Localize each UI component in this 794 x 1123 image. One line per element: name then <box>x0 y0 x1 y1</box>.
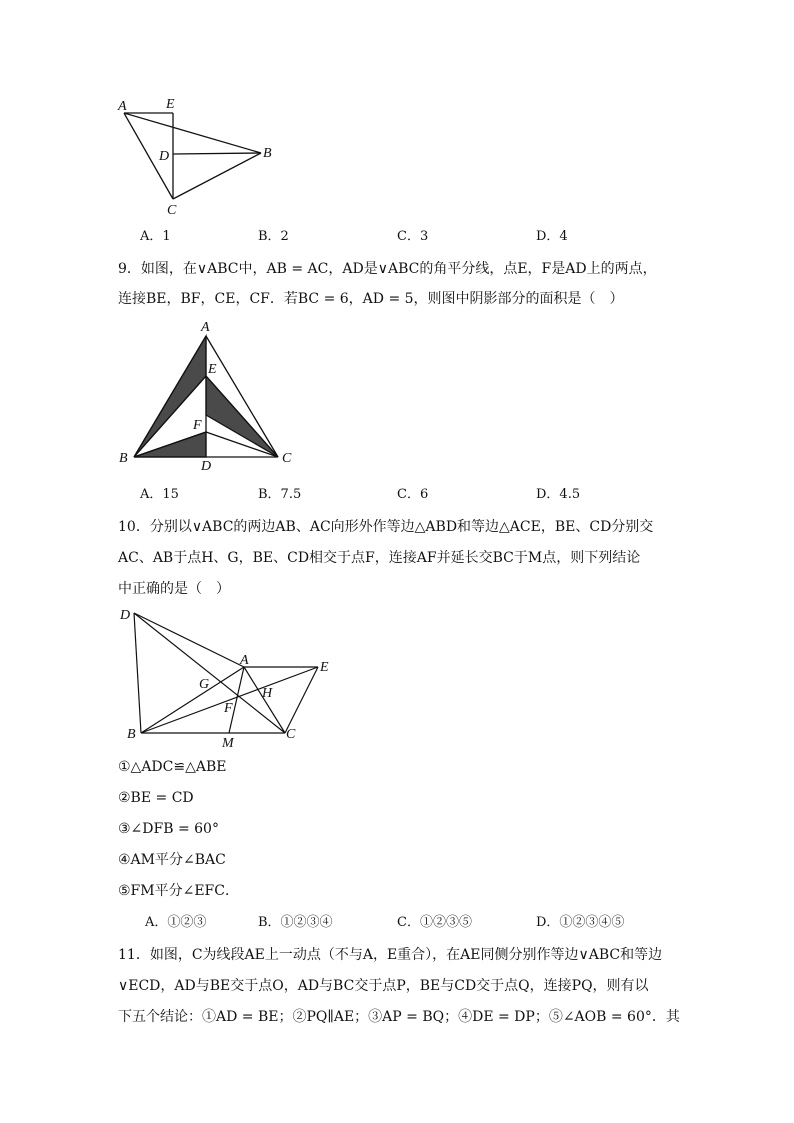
q8-option-d: D．4 <box>536 229 568 244</box>
q10-figure <box>112 600 342 752</box>
q10-statement-3: ③∠DFB = 60° <box>118 821 219 837</box>
q9-label-A: A <box>201 320 210 335</box>
q8-label-D: D <box>159 149 170 164</box>
q10-label-F: F <box>224 701 233 716</box>
q10-text-line1: 10．分别以∨ABC的两边AB、AC向形外作等边△ABD和等边△ACE，BE、CD分别交 <box>118 519 654 535</box>
q9-label-C: C <box>282 451 292 466</box>
q9-option-a: A．15 <box>140 487 179 502</box>
q10-text-line2: AC、AB于点H、G，BE、CD相交于点F，连接AF并延长交BC于M点，则下列结论 <box>118 550 641 566</box>
q9-option-b: B．7.5 <box>258 487 302 502</box>
q9-label-E: E <box>208 362 217 377</box>
q9-text-line2: 连接BE，BF，CE，CF．若BC = 6，AD = 5，则图中阴影部分的面积是（ ） <box>118 291 624 307</box>
q10-text-line3: 中正确的是（ ） <box>118 581 230 597</box>
q10-option-a: A．①②③ <box>145 915 207 930</box>
q10-statement-4: ④AM平分∠BAC <box>118 852 226 868</box>
q10-label-C: C <box>286 727 296 742</box>
q10-label-M: M <box>222 736 234 751</box>
q10-statement-2: ②BE = CD <box>118 790 194 806</box>
q10-label-B: B <box>127 727 136 742</box>
q8-label-A: A <box>118 99 127 114</box>
q8-option-a: A．1 <box>140 229 171 244</box>
q9-label-B: B <box>119 451 128 466</box>
q9-label-D: D <box>201 459 212 474</box>
q10-label-E: E <box>320 660 329 675</box>
q11-text-line2: ∨ECD，AD与BE交于点O，AD与BC交于点P，BE与CD交于点Q，连接PQ，则有以 <box>118 978 649 994</box>
q9-text-line1: 9．如图，在∨ABC中，AB = AC，AD是∨ABC的角平分线，点E，F是AD上的两点， <box>118 261 657 277</box>
q10-option-c: C．①②③⑤ <box>397 915 472 930</box>
q10-label-A: A <box>240 653 249 668</box>
q11-text-line1: 11．如图，C为线段AE上一动点（不与A，E重合），在AE同侧分别作等边∨ABC和等边 <box>118 947 663 963</box>
q10-statement-1: ①△ADC≌△ABE <box>118 759 227 775</box>
q8-option-b: B．2 <box>258 229 289 244</box>
q9-label-F: F <box>193 418 202 433</box>
q9-option-c: C．6 <box>397 487 429 502</box>
q9-figure <box>112 315 302 477</box>
q11-text-line3: 下五个结论：①AD = BE；②PQ∥AE；③AP = BQ；④DE = DP；⑤∠AOB = 60°．其 <box>118 1009 680 1025</box>
q10-statement-5: ⑤FM平分∠EFC． <box>118 883 239 899</box>
q8-label-B: B <box>263 146 272 161</box>
q9-option-d: D．4.5 <box>536 487 581 502</box>
q10-option-d: D．①②③④⑤ <box>536 915 625 930</box>
q10-option-b: B．①②③④ <box>258 915 333 930</box>
q8-label-E: E <box>166 97 175 112</box>
q8-option-c: C．3 <box>397 229 429 244</box>
q10-label-H: H <box>262 686 273 701</box>
q8-figure <box>112 92 282 222</box>
q10-label-G: G <box>199 677 210 692</box>
q8-label-C: C <box>167 203 177 218</box>
q10-label-D: D <box>120 608 131 623</box>
